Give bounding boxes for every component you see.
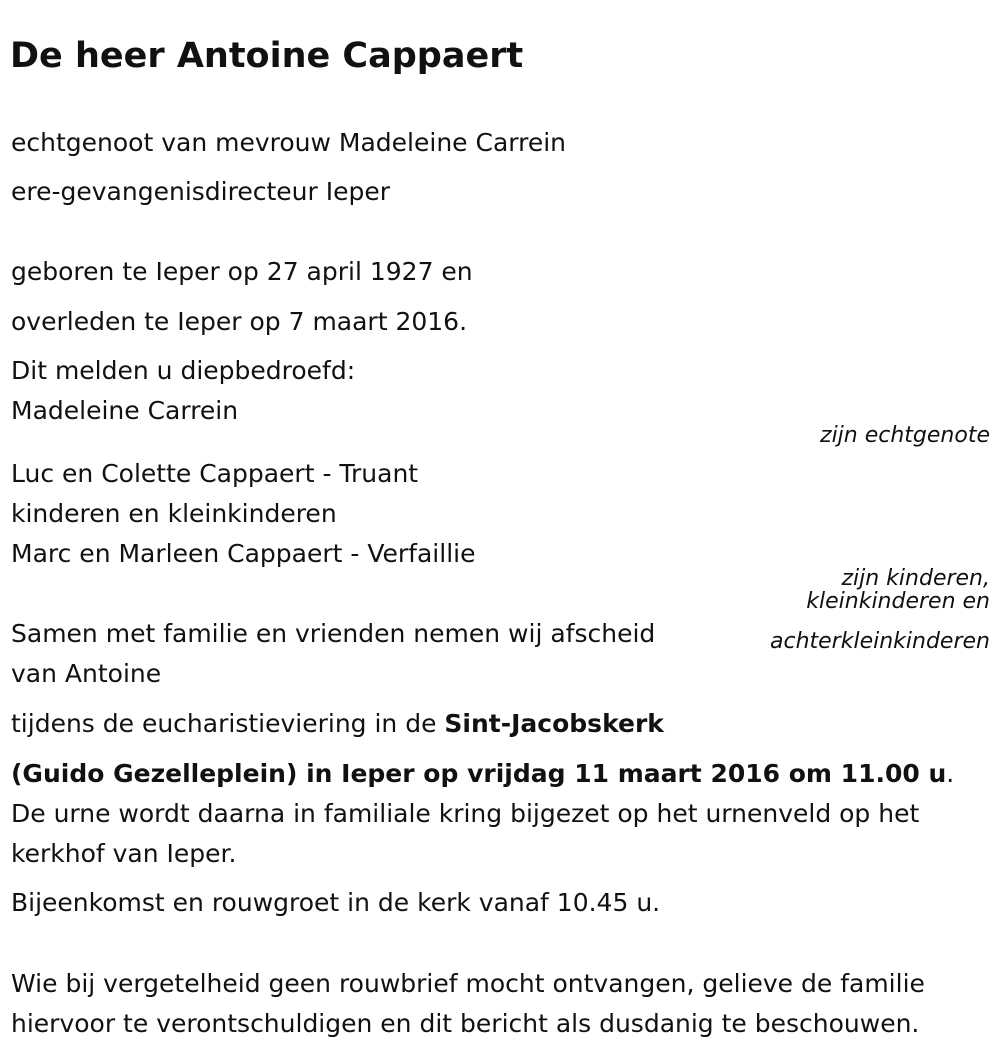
closing-text: Wie bij vergetelheid geen rouwbrief mocht ontvangen, gelieve de familie hiervoor te verontschuldigen en dit bericht als dusdanig te beschouwen.: [11, 969, 925, 1038]
mourner-spouse-name: Madeleine Carrein: [11, 396, 239, 425]
service-details-bold: (Guido Gezelleplein) in Ieper op vrijdag 11 maart 2016 om 11.00 u: [11, 759, 947, 788]
mourner-spouse-role: zijn echtgenote: [820, 423, 990, 448]
service-details-rest: . De urne wordt daarna in familiale kring bijgezet op het urnenveld op het kerkhof van Ieper.: [11, 759, 955, 868]
service-prefix: tijdens de eucharistieviering in de: [11, 709, 445, 738]
birth-line: geboren te Ieper op 27 april 1927 en: [11, 257, 473, 286]
children-role-line-3: achterkleinkinderen: [770, 629, 990, 654]
service-details: [11, 754, 996, 874]
mourner-grandchildren: kinderen en kleinkinderen: [11, 499, 337, 528]
service-church: Sint-Jacobskerk: [444, 709, 664, 738]
children-role-line-1: zijn kinderen,: [841, 566, 990, 591]
farewell-line-2: van Antoine: [11, 659, 162, 688]
mourner-child-1: Luc en Colette Cappaert - Truant: [11, 459, 419, 488]
death-line: overleden te Ieper op 7 maart 2016.: [11, 307, 468, 336]
announce-intro: Dit melden u diepbedroefd:: [11, 356, 356, 385]
spouse-line: echtgenoot van mevrouw Madeleine Carrein: [11, 128, 567, 157]
children-role-line-2: kleinkinderen en: [806, 589, 990, 614]
gathering-line: Bijeenkomst en rouwgroet in de kerk vanaf 10.45 u.: [11, 888, 661, 917]
service-line: [11, 709, 664, 739]
mourner-child-2: Marc en Marleen Cappaert - Verfaillie: [11, 539, 476, 568]
page-title: De heer Antoine Cappaert: [10, 36, 524, 76]
farewell-line-1: Samen met familie en vrienden nemen wij afscheid: [11, 619, 656, 648]
occupation-line: ere-gevangenisdirecteur Ieper: [11, 177, 390, 206]
